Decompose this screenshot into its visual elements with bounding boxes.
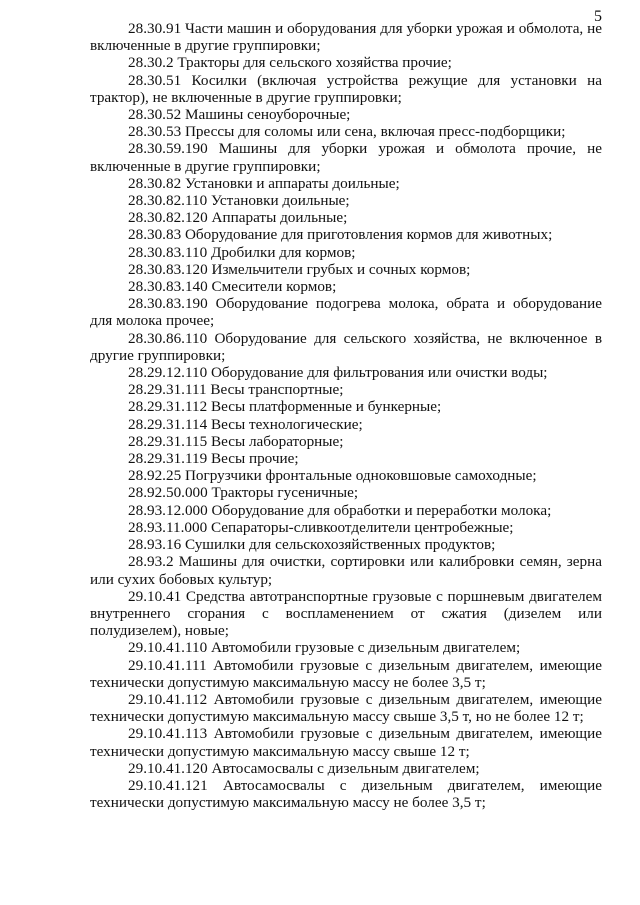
list-item: 28.30.53 Прессы для соломы или сена, включая пресс-подборщики; (128, 123, 566, 141)
list-item: 28.30.52 Машины сеноуборочные; (128, 106, 351, 124)
list-item: 28.92.50.000 Тракторы гусеничные; (128, 484, 359, 502)
document-body (90, 20, 602, 811)
list-item: 28.30.83.140 Смесители кормов; (128, 278, 337, 296)
list-item: 28.29.12.110 Оборудование для фильтрования или очистки воды; (128, 364, 548, 382)
list-item: 28.30.2 Тракторы для сельского хозяйства прочие; (128, 54, 452, 72)
list-item: 28.29.31.111 Весы транспортные; (128, 381, 344, 399)
list-item: 28.30.83 Оборудование для приготовления кормов для животных; (128, 226, 553, 244)
list-item: 29.10.41.112 Автомобили грузовые с дизельным двигателем, имеющие технически допустимую максимальную массу свыше 3,5 т, но не более 12 т; (90, 690, 602, 726)
list-item: 28.30.59.190 Машины для уборки урожая и обмолота прочие, не включенные в другие группировки; (90, 140, 602, 175)
list-item: 28.30.83.110 Дробилки для кормов; (128, 243, 356, 261)
list-item: 28.30.82.110 Установки доильные; (128, 192, 350, 210)
list-item: 28.93.2 Машины для очистки, сортировки или калибровки семян, зерна или сухих бобовых культур; (90, 553, 602, 588)
list-item: 28.30.83.120 Измельчители грубых и сочных кормов; (128, 260, 471, 278)
list-item: 28.93.11.000 Сепараторы-сливкоотделители центробежные; (128, 518, 514, 536)
list-item: 28.30.83.190 Оборудование подогрева молока, обрата и оборудование для молока прочее; (90, 295, 602, 330)
list-item: 28.29.31.112 Весы платформенные и бункерные; (128, 398, 442, 416)
list-item: 28.92.25 Погрузчики фронтальные одноковшовые самоходные; (128, 467, 537, 485)
list-item: 28.29.31.119 Весы прочие; (128, 450, 299, 468)
list-item: 28.30.82 Установки и аппараты доильные; (128, 174, 400, 192)
list-item: 29.10.41.113 Автомобили грузовые с дизельным двигателем, имеющие технически допустимую максимальную массу свыше 12 т; (90, 725, 602, 760)
page-number: 5 (594, 8, 602, 25)
list-item: 28.30.91 Части машин и оборудования для уборки урожая и обмолота, не включенные в другие группировки; (90, 20, 602, 55)
list-item: 28.30.82.120 Аппараты доильные; (128, 209, 348, 227)
list-item: 28.30.86.110 Оборудование для сельского хозяйства, не включенное в другие группировки; (90, 329, 602, 364)
list-item: 28.29.31.115 Весы лабораторные; (128, 432, 344, 450)
list-item: 29.10.41.120 Автосамосвалы с дизельным двигателем; (128, 759, 480, 777)
list-item: 29.10.41.111 Автомобили грузовые с дизельным двигателем, имеющие технически допустимую максимальную массу не более 3,5 т; (90, 656, 602, 691)
list-item: 29.10.41 Средства автотранспортные грузовые с поршневым двигателем внутреннего сгорания с воспламенением от сжатия (дизелем или полудизелем), новые; (90, 587, 602, 640)
list-item: 29.10.41.121 Автосамосвалы с дизельным двигателем, имеющие технически допустимую максимальную массу не более 3,5 т; (90, 776, 602, 812)
list-item: 28.93.12.000 Оборудование для обработки и переработки молока; (128, 501, 552, 519)
list-item: 28.29.31.114 Весы технологические; (128, 415, 363, 433)
list-item: 28.93.16 Сушилки для сельскохозяйственных продуктов; (128, 536, 496, 554)
list-item: 29.10.41.110 Автомобили грузовые с дизельным двигателем; (128, 639, 521, 657)
list-item: 28.30.51 Косилки (включая устройства режущие для установки на трактор), не включенные в другие группировки; (90, 71, 602, 106)
